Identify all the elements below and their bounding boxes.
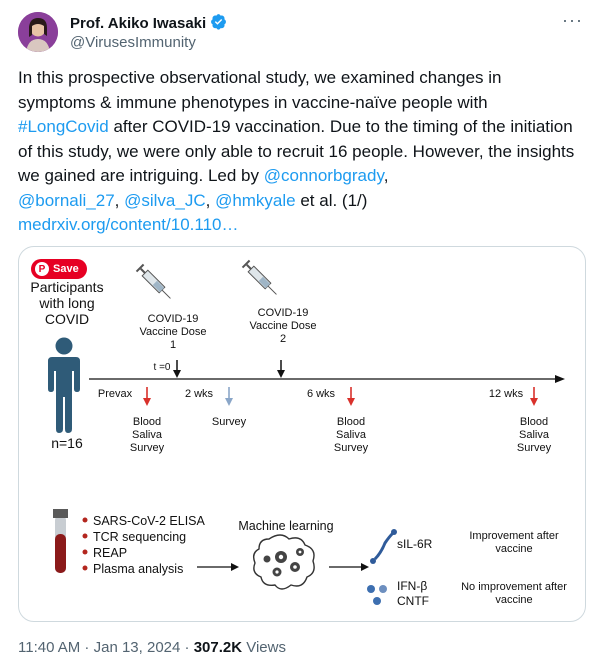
improvement-label: Improvement after vaccine (469, 530, 559, 555)
tweet-text (18, 66, 578, 238)
sil6r-molecule-icon (370, 529, 397, 564)
no-improvement-label: No improvement after vaccine (461, 581, 567, 606)
blood-saliva-survey-label: Blood Saliva Survey (129, 416, 165, 454)
tweet-time[interactable]: 11:40 AM (18, 639, 81, 656)
assay-item: REAP (93, 546, 128, 560)
avatar[interactable] (18, 12, 58, 52)
meta-separator: · (80, 639, 94, 656)
ifnb-cntf-molecule-icon (367, 585, 387, 605)
url-link[interactable]: medrxiv.org/content/10.110… (18, 215, 239, 234)
author-handle[interactable]: @VirusesImmunity (70, 34, 196, 51)
prevax-label: Prevax (97, 388, 133, 400)
assay-item: SARS-CoV-2 ELISA (93, 514, 205, 528)
blood-saliva-survey-label: Blood Saliva Survey (516, 416, 552, 454)
tweet-meta (18, 639, 286, 656)
dose1-label: COVID-19 Vaccine Dose 1 (139, 313, 207, 351)
cntf-label: CNTF (397, 594, 429, 608)
wk6-label: 6 wks (306, 388, 336, 400)
assay-item: TCR sequencing (93, 530, 187, 544)
verified-badge-icon (210, 13, 227, 34)
hashtag-link[interactable]: #LongCovid (18, 117, 109, 136)
tweet-text-part: after COVID-19 vaccination. Due to the timing of the initiation of this study, we were only able to recruit 16 people. However, the insights we gained are intriguing. Led by (18, 117, 575, 185)
ifnb-label: IFN-β (397, 579, 428, 593)
tweet-date[interactable]: Jan 13, 2024 (93, 639, 181, 656)
assay-item: Plasma analysis (93, 562, 184, 576)
assay-list (93, 513, 213, 577)
wk2-label: 2 wks (184, 388, 214, 400)
views-count: 307.2K (193, 639, 243, 656)
views-label: Views (242, 639, 286, 656)
syringe-icon (137, 265, 174, 302)
author-name-row[interactable] (70, 13, 227, 34)
blood-tube-icon (53, 509, 68, 573)
mention-link[interactable]: @silva_JC (124, 190, 206, 210)
more-options-icon[interactable]: ··· (562, 10, 583, 30)
meta-separator: · (180, 639, 194, 656)
save-label: Save (53, 263, 79, 275)
blood-saliva-survey-label: Blood Saliva Survey (333, 416, 369, 454)
mention-link[interactable]: @hmkyale (215, 190, 296, 210)
ml-label: Machine learning (238, 519, 334, 533)
tweet-image[interactable] (18, 246, 586, 622)
mention-link[interactable]: @connorbgrady (263, 166, 384, 185)
tweet-text-part: , (383, 166, 389, 185)
tweet-text-part: , (114, 190, 125, 210)
tweet-text-part: , (205, 190, 216, 210)
participants-title: Participants with long COVID (30, 279, 104, 327)
n-label: n=16 (51, 435, 83, 451)
mention-link[interactable]: @bornali_27 (18, 190, 115, 210)
brain-gears-icon (254, 535, 314, 589)
pinterest-icon: P (35, 262, 49, 276)
dose2-label: COVID-19 Vaccine Dose 2 (249, 307, 317, 345)
sil6r-label: sIL-6R (397, 537, 433, 551)
tweet-text-part: et al. (1/) (295, 190, 368, 210)
wk12-label: 12 wks (488, 388, 524, 400)
tweet-text-part: In this prospective observational study, we examined changes in symptoms & immune phenotypes in vaccine-naïve people with (18, 68, 502, 112)
survey-label: Survey (211, 416, 247, 428)
author-name[interactable]: Prof. Akiko Iwasaki (70, 15, 207, 32)
syringe-icon (243, 261, 280, 298)
t0-label: t =0 (153, 362, 171, 373)
